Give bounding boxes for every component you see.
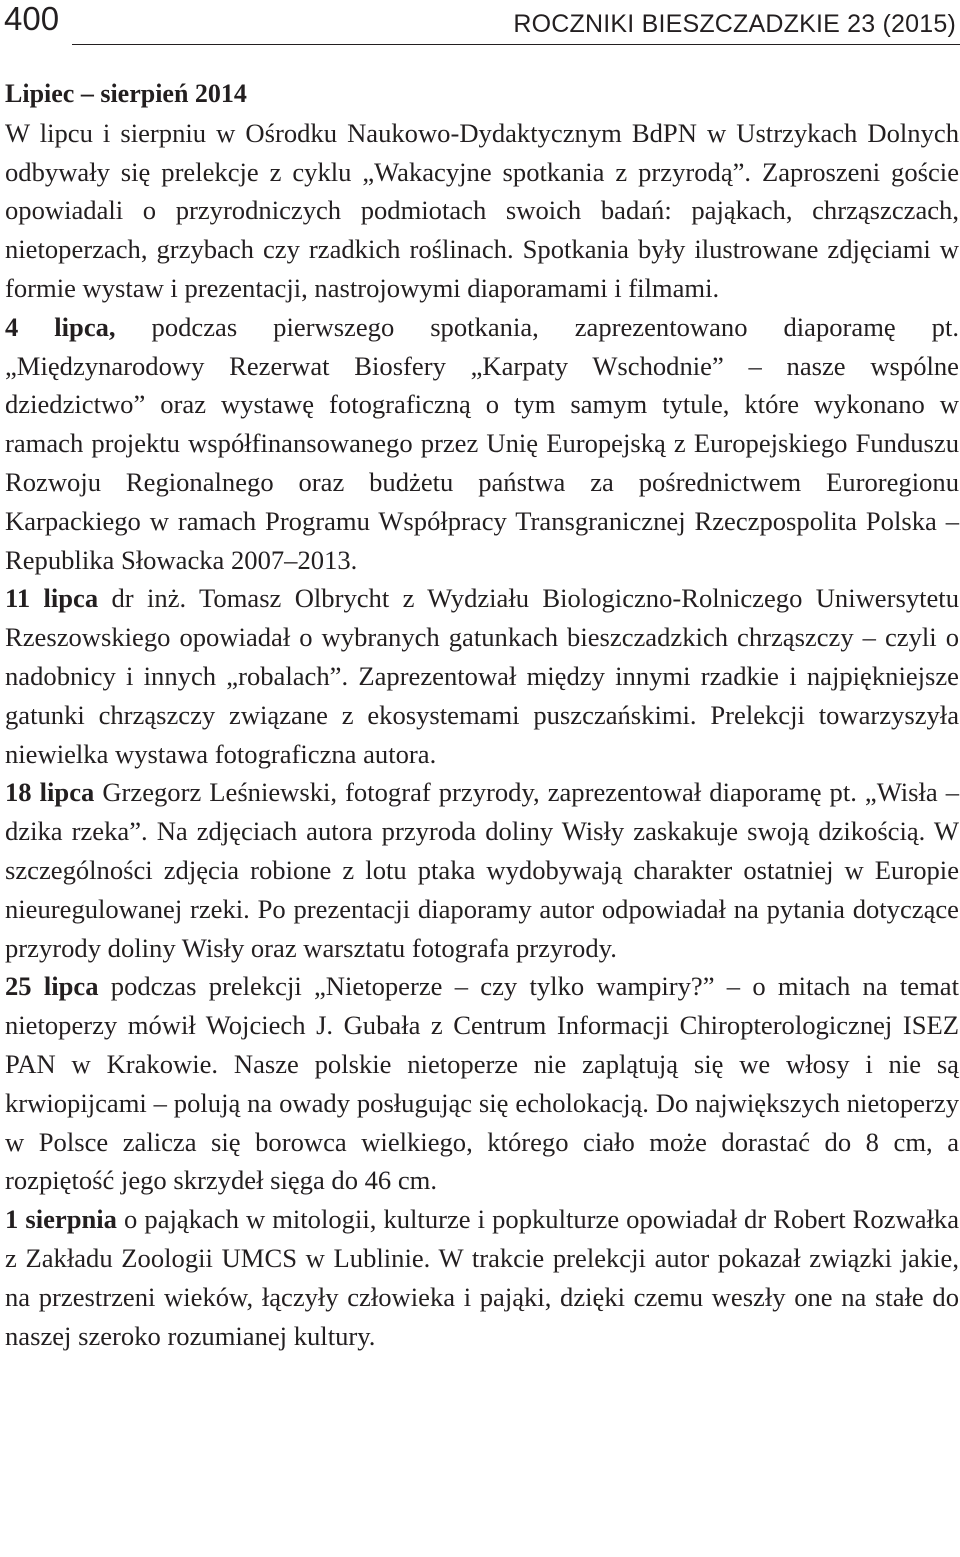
paragraph-intro [5, 114, 959, 308]
event-date: 25 lipca [5, 971, 99, 1002]
paragraph-25-lipca [5, 967, 959, 1200]
event-date: 1 sierpnia [5, 1204, 117, 1235]
paragraph-text: Grzegorz Leśniewski, fotograf przyrody, zaprezentował diaporamę pt. „Wisła – dzika rzeka”. Na zdjęciach autora przyroda doliny Wisły zaskakuje swoją dzikością. W szczególności zdjęcia robione z lotu ptaka wydobywają charakter ostatniej w Europie nieuregulowanej rzeki. Po prezentacji diaporamy autor odpowiadał na pytania dotyczące przyrody doliny Wisły oraz warsztatu fotografa przyrody. [5, 777, 959, 963]
paragraph-4-lipca [5, 308, 959, 580]
event-date: 11 lipca [5, 583, 99, 614]
header-rule [72, 44, 960, 45]
paragraph-text: o pająkach w mitologii, kulturze i popkulturze opowiadał dr Robert Rozwałka z Zakładu Zoologii UMCS w Lublinie. W trakcie prelekcji autor pokazał związki jakie, na przestrzeni wieków, łączyły człowieka i pająki, dzięki czemu weszły one na stałe do naszej szeroko rozumianej kultury. [5, 1204, 960, 1351]
journal-running-head: ROCZNIKI BIESZCZADZKIE 23 (2015) [513, 10, 956, 38]
paragraph-1-sierpnia [5, 1200, 959, 1355]
page-header [0, 0, 960, 48]
paragraph-text: dr inż. Tomasz Olbrycht z Wydziału Biologiczno-Rolniczego Uniwersytetu Rzeszowskiego opowiadał o wybranych gatunkach bieszczadzkich chrząszczy – czyli o nadobnicy i innych „robalach”. Zaprezentował między innymi rzadkie i najpiękniejsze gatunki chrząszczy związane z ekosystemami puszczańskimi. Prelekcji towarzyszyła niewielka wystawa fotograficzna autora. [5, 583, 959, 769]
paragraph-text: podczas prelekcji „Nietoperze – czy tylko wampiry?” – o mitach na temat nietoperzy mówił Wojciech J. Gubała z Centrum Informacji Chiropterologicznej ISEZ PAN w Krakowie. Nasze polskie nietoperze nie zaplątują się we włosy i nie są krwiopijcami – polują na owady posługując się echolokacją. Do największych nietoperzy w Polsce zalicza się borowca wielkiego, którego ciało może dorastać do 8 cm, a rozpiętość jego skrzydeł sięga do 46 cm. [5, 971, 959, 1196]
event-date: 4 lipca, [5, 311, 116, 342]
article-body [5, 75, 959, 1355]
page-number: 400 [4, 0, 60, 37]
event-date: 18 lipca [5, 777, 95, 808]
paragraph-text: podczas pierwszego spotkania, zaprezentowano diaporamę pt. „Międzynarodowy Rezerwat Biosfery „Karpaty Wschodnie” – nasze wspólne dziedzictwo” oraz wystawę fotograficzną o tym samym tytule, które wykonano w ramach projektu współfinansowanego przez Unię Europejską z Europejskiego Funduszu Rozwoju Regionalnego oraz budżetu państwa za pośrednictwem Euroregionu Karpackiego w ramach Programu Współpracy Transgranicznej Rzeczpospolita Polska – Republika Słowacka 2007–2013. [5, 311, 959, 575]
paragraph-text: W lipcu i sierpniu w Ośrodku Naukowo-Dydaktycznym BdPN w Ustrzykach Dolnych odbywały się prelekcje z cyklu „Wakacyjne spotkania z przyrodą”. Zaproszeni goście opowiadali o przyrodniczych podmiotach swoich badań: pająkach, chrząszczach, nietoperzach, grzybach czy rzadkich roślinach. Spotkania były ilustrowane zdjęciami w formie wystaw i prezentacji, nastrojowymi diaporamami i filmami. [5, 117, 959, 303]
paragraph-11-lipca [5, 579, 959, 773]
section-title: Lipiec – sierpień 2014 [5, 79, 247, 108]
paragraph-18-lipca [5, 773, 959, 967]
